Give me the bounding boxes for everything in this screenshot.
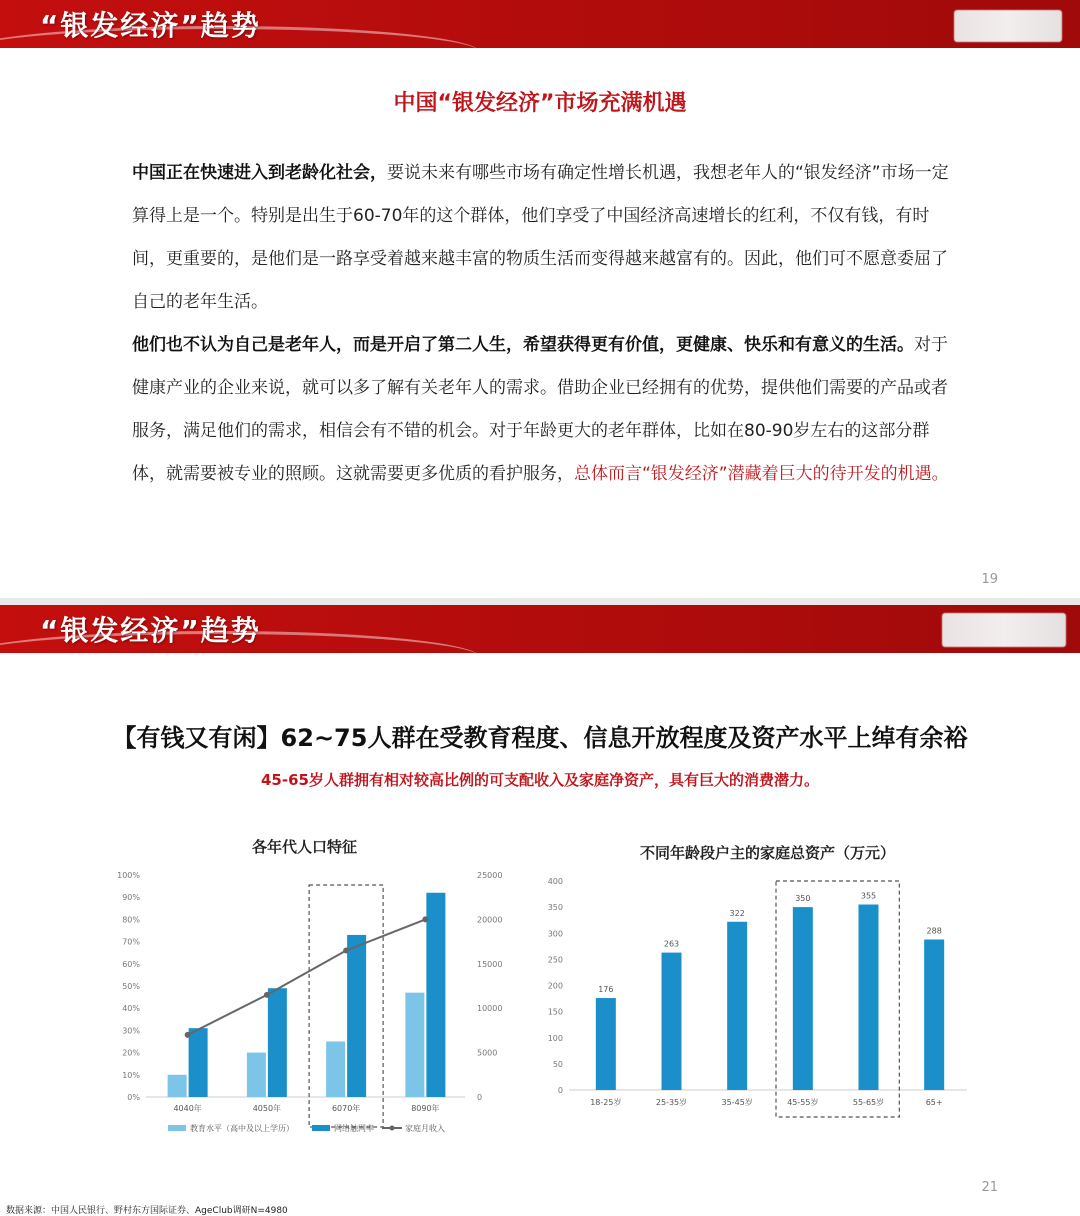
x-tick-label: 25-35岁	[655, 1098, 688, 1107]
bar-internet	[426, 893, 445, 1097]
y-left-tick-label: 10%	[122, 1070, 140, 1080]
y-left-tick-label: 60%	[122, 959, 140, 969]
y-right-tick-label: 15000	[477, 959, 503, 969]
data-label: 176	[598, 985, 614, 995]
slide-21	[0, 605, 1080, 1215]
income-point	[422, 916, 428, 922]
chart1-title: 各年代人口特征	[252, 838, 358, 856]
slide-banner	[0, 0, 1080, 48]
blurred-logo	[942, 613, 1066, 647]
income-point	[343, 947, 349, 953]
y-tick-label: 300	[547, 929, 563, 939]
y-left-tick-label: 90%	[122, 893, 140, 903]
bar-education	[405, 993, 424, 1097]
slide-banner	[0, 605, 1080, 653]
bar-education	[247, 1053, 266, 1097]
legend-marker-income	[390, 1126, 395, 1131]
bar-asset	[662, 953, 682, 1090]
x-tick-label: 45-55岁	[787, 1098, 819, 1107]
x-tick-label: 6070年	[331, 1104, 361, 1113]
paragraph-2-bold: 他们也不认为自己是老年人，而是开启了第二人生，希望获得更有价值，更健康、快乐和有意义的生活。	[132, 335, 914, 355]
slide-19	[0, 0, 1080, 600]
data-label: 350	[795, 894, 811, 904]
x-tick-label: 18-25岁	[590, 1098, 622, 1107]
y-right-tick-label: 25000	[477, 871, 503, 880]
slide-subheading: 45-65岁人群拥有相对较高比例的可支配收入及家庭净资产，具有巨大的消费潜力。	[261, 771, 819, 789]
legend-label-education: 教育水平（高中及以上学历）	[190, 1124, 294, 1133]
paragraph-1-text: 要说未来有哪些市场有确定性增长机遇，我想老年人的“银发经济”市场一定算得上是一个。特别是出生于60-70年的这个群体，他们享受了中国经济高速增长的红利，不仅有钱，有时间，更重要的，是他们是一路享受着越来越丰富的物质生活而变得越来越富有的。因此，他们可不愿意委屈了自己的老年生活。	[132, 163, 949, 312]
y-right-tick-label: 20000	[477, 915, 503, 925]
paragraph-2-text: 对于健康产业的企业来说，就可以多了解有关老年人的需求。借助企业已经拥有的优势，提供他们需要的产品或者服务，满足他们的需求，相信会有不错的机会。对于年龄更大的老年群体，比如在80-90岁左右的这部分群体，就需要被专业的照顾。这就需要更多优质的看护服务，	[132, 335, 948, 484]
bar-asset	[596, 998, 616, 1090]
highlight-box	[309, 885, 383, 1127]
slide-heading: 【有钱又有闲】62~75人群在受教育程度、信息开放程度及资产水平上绰有余裕	[112, 724, 968, 752]
y-tick-label: 50	[552, 1059, 563, 1069]
data-label: 322	[729, 908, 745, 918]
legend-swatch-internet	[312, 1125, 330, 1131]
y-left-tick-label: 50%	[122, 982, 140, 991]
y-right-tick-label: 5000	[477, 1048, 498, 1058]
chart2-title: 不同年龄段户主的家庭总资产（万元）	[640, 844, 896, 862]
y-left-tick-label: 20%	[122, 1048, 140, 1058]
y-left-tick-label: 0%	[127, 1093, 140, 1102]
y-tick-label: 200	[547, 981, 563, 991]
bar-education	[326, 1042, 345, 1098]
page-number: 21	[981, 1180, 998, 1195]
legend-label-internet: 网络触网率	[334, 1124, 374, 1133]
y-tick-label: 250	[547, 955, 563, 965]
data-label: 355	[860, 891, 877, 901]
bar-internet	[268, 988, 287, 1097]
y-right-tick-label: 10000	[477, 1004, 503, 1014]
y-tick-label: 400	[547, 877, 563, 886]
paragraph-1-bold: 中国正在快速进入到老龄化社会，	[132, 163, 387, 183]
y-left-tick-label: 80%	[122, 915, 140, 925]
x-tick-label: 4050年	[252, 1104, 282, 1113]
y-tick-label: 0	[557, 1086, 563, 1095]
bar-internet	[189, 1028, 208, 1097]
legend-label-income: 家庭月收入	[405, 1124, 445, 1133]
y-left-tick-label: 70%	[122, 937, 140, 947]
bar-asset	[727, 922, 747, 1090]
bar-asset	[924, 940, 944, 1090]
y-tick-label: 100	[547, 1033, 563, 1043]
slide-heading: 中国“银发经济”市场充满机遇	[393, 91, 687, 116]
y-left-tick-label: 100%	[117, 871, 140, 880]
paragraph-2	[132, 324, 962, 496]
y-right-tick-label: 0	[477, 1093, 483, 1102]
x-tick-label: 4040年	[173, 1104, 202, 1113]
bar-asset	[859, 905, 879, 1090]
y-tick-label: 150	[547, 1007, 563, 1017]
income-line	[188, 919, 426, 1034]
asset-chart	[535, 875, 975, 1125]
paragraph-1	[132, 152, 962, 324]
y-left-tick-label: 30%	[122, 1026, 140, 1036]
bar-internet	[347, 935, 366, 1097]
x-tick-label: 65+	[925, 1098, 943, 1107]
y-tick-label: 350	[547, 903, 563, 913]
paragraph-2-highlight: 总体而言“银发经济”潜藏着巨大的待开发的机遇。	[574, 464, 949, 484]
x-tick-label: 35-45岁	[721, 1098, 753, 1107]
y-left-tick-label: 40%	[122, 1004, 140, 1014]
x-tick-label: 55-65岁	[852, 1098, 885, 1107]
x-tick-label: 8090年	[411, 1104, 440, 1113]
bar-asset	[793, 907, 813, 1090]
blurred-logo	[954, 10, 1062, 42]
legend-swatch-education	[168, 1125, 186, 1131]
page-number: 19	[981, 572, 998, 587]
income-point	[264, 992, 270, 998]
banner-title: “银发经济”趋势	[40, 614, 261, 647]
data-label: 288	[926, 926, 942, 936]
data-label: 263	[663, 939, 680, 949]
bar-education	[168, 1075, 187, 1097]
data-source: 数据来源：中国人民银行、野村东方国际证券、AgeClub调研N=4980	[6, 1206, 288, 1216]
income-point	[185, 1032, 191, 1038]
banner-title: “银发经济”趋势	[40, 9, 261, 42]
